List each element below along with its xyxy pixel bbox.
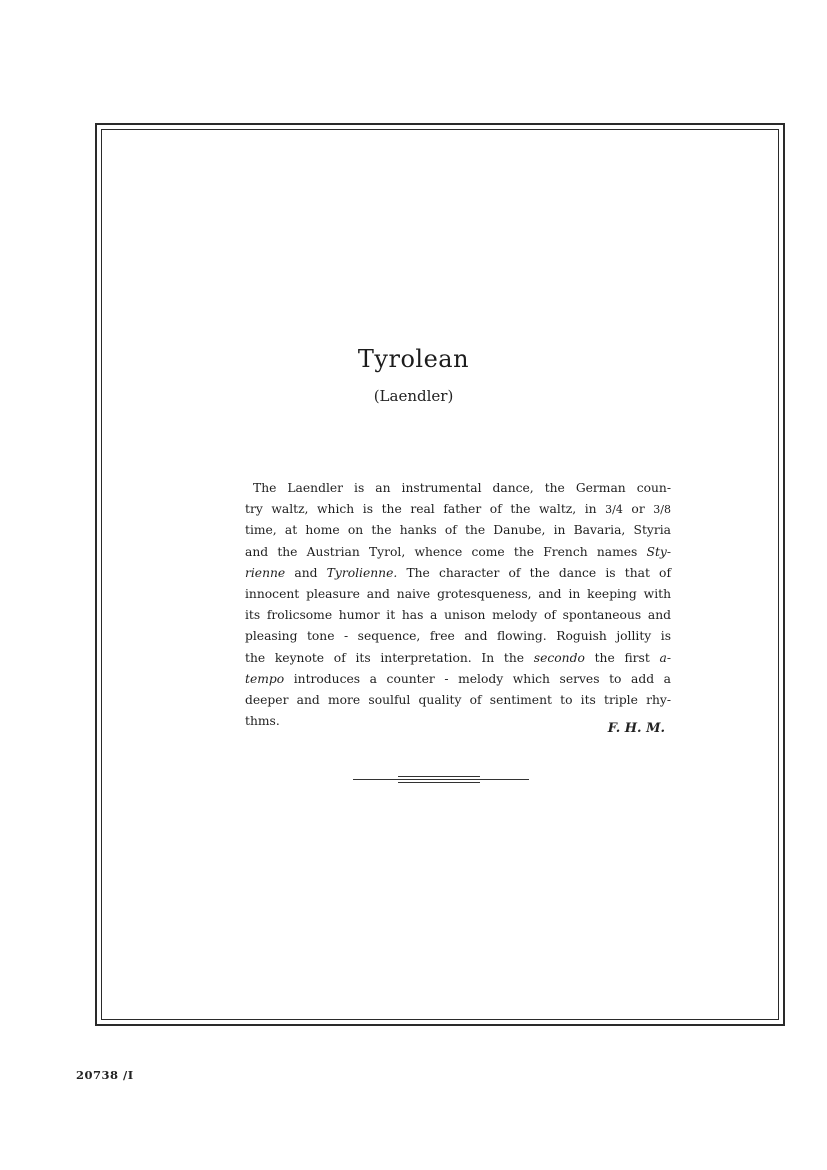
text-run: the first (584, 650, 660, 665)
text-run: innocent pleasure and naive grotesqueness, and in keeping with (245, 587, 671, 602)
paragraph-line (245, 605, 671, 626)
italic-term: a- (659, 650, 671, 665)
paragraph-line (245, 584, 671, 605)
paragraph-line (245, 520, 671, 541)
italic-term: Tyrolienne. (326, 565, 398, 580)
text-run: introduces a counter - melody which serves to add a (284, 671, 671, 686)
paragraph-line (245, 478, 671, 499)
description-paragraph (245, 478, 671, 732)
italic-term: Sty- (646, 544, 671, 559)
paragraph-line (245, 499, 671, 520)
text-run: thms. (245, 714, 280, 729)
text-run: The Laendler is an instrumental dance, the German coun- (253, 481, 671, 495)
page-subtitle: (Laendler) (373, 387, 454, 405)
italic-term: secondo (533, 650, 585, 665)
paragraph-line (245, 563, 671, 584)
author-signature: F. H. M. (607, 721, 665, 736)
text-run: and the Austrian Tyrol, whence come the French names (245, 544, 647, 559)
plate-number: 20738 /I (76, 1068, 134, 1082)
italic-term: tempo (245, 671, 285, 686)
paragraph-line (245, 669, 671, 690)
text-run: try waltz, which is the real father of the waltz, in (245, 502, 606, 517)
divider-rule-ornament (398, 776, 480, 783)
time-signature-fraction: 3/4 (605, 503, 623, 517)
paragraph-line (245, 626, 671, 647)
text-run: the keynote of its interpretation. In the (245, 650, 534, 665)
page-title: Tyrolean (357, 345, 470, 373)
text-run: pleasing tone - sequence, free and flowing. Roguish jollity is (245, 629, 671, 644)
time-signature-fraction: 3/8 (653, 503, 671, 517)
paragraph-line (245, 648, 671, 669)
text-run: its frolicsome humor it has a unison melody of spontaneous and (245, 608, 671, 623)
text-run: time, at home on the hanks of the Danube, in Bavaria, Styria (245, 523, 671, 538)
paragraph-line (245, 690, 671, 711)
text-run: or (622, 502, 654, 517)
paragraph-line (245, 542, 671, 563)
text-run: deeper and more soulful quality of sentiment to its triple rhy- (245, 693, 671, 708)
text-run: and (285, 565, 327, 580)
italic-term: rienne (245, 565, 286, 580)
text-run: The character of the dance is that of (397, 565, 671, 580)
